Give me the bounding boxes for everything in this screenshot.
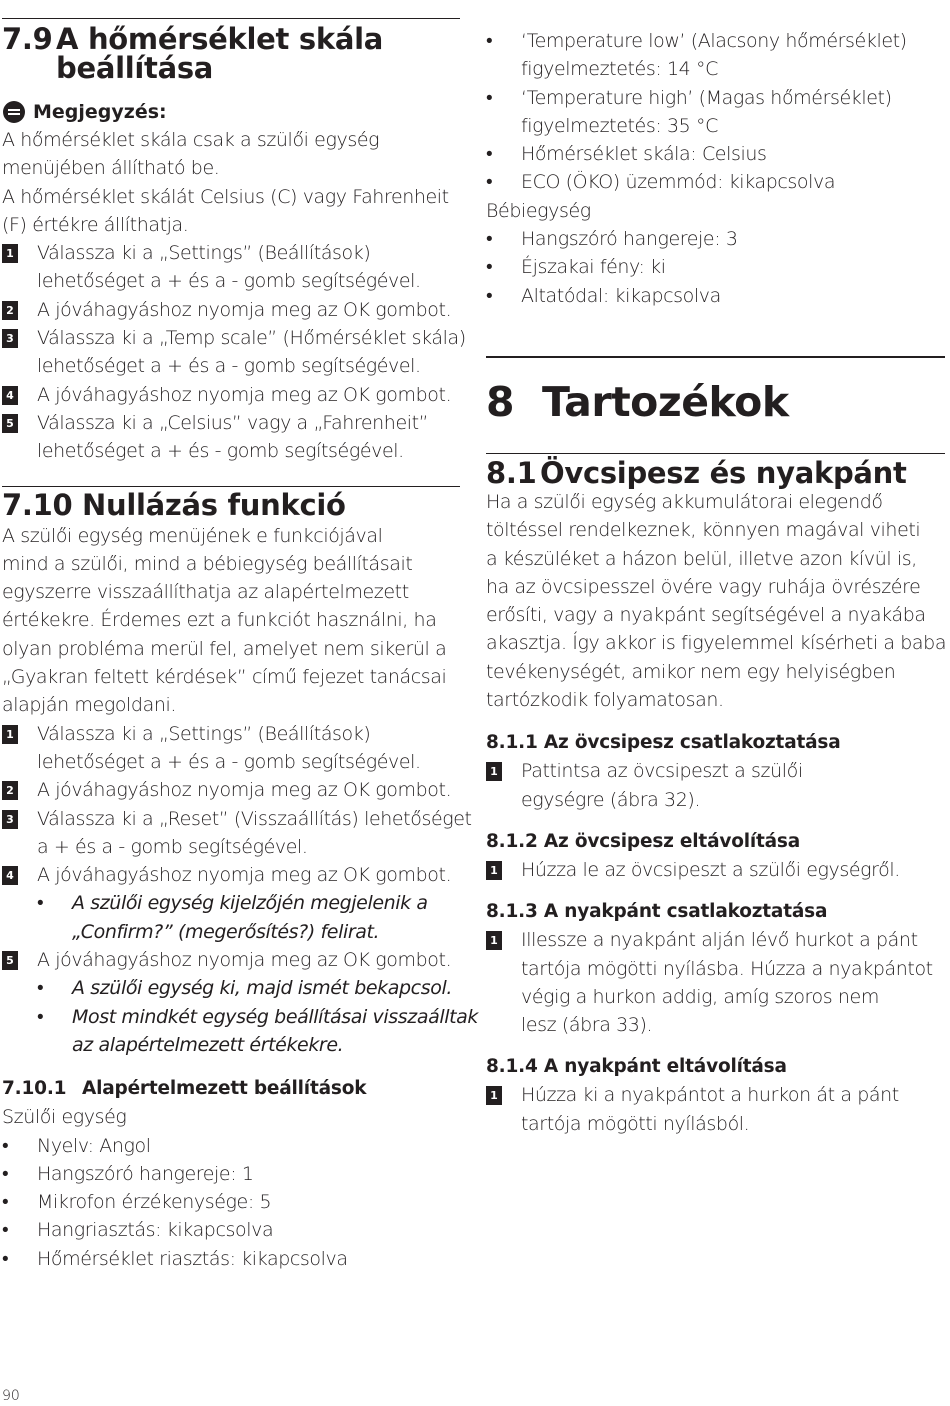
step-number-badge: 3 <box>2 329 18 348</box>
note-line: (F) értékre állíthatja. <box>2 213 189 236</box>
bullet-dot: • <box>2 1247 9 1270</box>
list-item-text: figyelmeztetés: 35 °C <box>521 114 718 137</box>
step-item <box>2 861 460 946</box>
section-title-line1: A hőmérséklet skála <box>56 22 384 56</box>
section-rule <box>2 18 460 19</box>
step-text: végig a hurkon addig, amíg szoros nem <box>521 985 879 1008</box>
right-column <box>486 27 945 1138</box>
step-item <box>486 926 945 1039</box>
list-item-text: ‘Temperature high’ (Magas hőmérséklet) <box>521 86 892 109</box>
step-text: Válassza ki a „Settings” (Beállítások) <box>37 722 371 745</box>
bullet-dot: • <box>486 256 493 279</box>
note-line: A hőmérséklet skálát Celsius (C) vagy Fahrenheit <box>2 185 449 208</box>
result-text: Most mindkét egység beállításai visszaálltak <box>72 1005 478 1028</box>
subsection-title <box>2 1075 460 1103</box>
step-text: lehetőséget a + és a - gomb segítségével. <box>37 355 421 378</box>
step-text: A jóváhagyáshoz nyomja meg az OK gombot. <box>37 298 452 321</box>
subsection-title: 8.1.1 Az övcsipesz csatlakoztatása <box>486 732 841 754</box>
intro-line: a készüléket a házon belül, illetve azon kívül is, <box>486 547 917 570</box>
step-text: a + és a - gomb segítségével. <box>37 835 308 858</box>
result-bullet <box>37 889 460 946</box>
section-title-text: Övcsipesz és nyakpánt <box>540 455 907 490</box>
list-item <box>486 140 945 168</box>
list-item <box>486 84 945 141</box>
step-item <box>2 409 460 466</box>
step-text: A jóváhagyáshoz nyomja meg az OK gombot. <box>37 949 452 972</box>
step-number-badge: 5 <box>2 951 18 970</box>
list-item <box>2 1216 460 1244</box>
list-item <box>2 1132 460 1160</box>
section-title-line2: beállítása <box>56 51 214 85</box>
list-item <box>486 225 945 253</box>
section-title-text: Nullázás funkció <box>82 487 346 522</box>
section-title <box>2 487 460 522</box>
section-rule <box>486 453 945 454</box>
step-text: Pattintsa az övcsipeszt a szülői <box>521 760 803 783</box>
step-number-badge: 5 <box>2 414 18 433</box>
note-label: Megjegyzés: <box>33 101 167 123</box>
intro-line: olyan probléma merül fel, amelyet nem sikerül a <box>2 637 447 660</box>
intro-line: töltéssel rendelkeznek, könnyen magával viheti <box>486 519 921 542</box>
bullet-dot: • <box>2 1162 9 1185</box>
chapter-number: 8 <box>486 377 515 426</box>
list-item <box>486 27 945 84</box>
step-item <box>2 239 460 296</box>
step-number-badge: 4 <box>2 386 18 405</box>
list-item-text: Hangszóró hangereje: 3 <box>521 228 738 251</box>
section-7-9 <box>2 22 466 466</box>
list-item-text: Éjszakai fény: ki <box>521 256 666 279</box>
step-item <box>486 856 945 884</box>
result-bullet <box>37 1003 478 1060</box>
note-line: menüjében állítható be. <box>2 157 220 180</box>
step-number-badge: 2 <box>2 781 18 800</box>
chapter-title <box>486 377 945 426</box>
list-item <box>2 1245 460 1273</box>
intro-line: értékekre. Érdemes ezt a funkciót használni, ha <box>2 609 437 632</box>
section-number: 7.9 <box>2 22 53 56</box>
list-item <box>486 168 945 196</box>
step-text: tartója mögötti nyílásból. <box>521 1112 750 1135</box>
list-item-text: ECO (ÖKO) üzemmód: kikapcsolva <box>521 171 836 194</box>
intro-line: erősíti, vagy a nyakpánt segítségével a nyakába <box>486 604 926 627</box>
intro-line: ha az övcsipesszel övére vagy ruhája övrészére <box>486 575 921 598</box>
page-number: 90 <box>2 1388 20 1404</box>
list-item <box>2 1160 460 1188</box>
list-item-text: Hangriasztás: kikapcsolva <box>37 1219 274 1242</box>
step-text: lehetőséget a + és - gomb segítségével. <box>37 440 404 463</box>
step-number-badge: 4 <box>2 866 18 885</box>
list-item <box>486 282 945 310</box>
step-text: Válassza ki a „Celsius” vagy a „Fahrenheit” <box>37 411 429 434</box>
intro-line: tartózkodik folyamatosan. <box>486 689 724 712</box>
left-column <box>2 18 478 1273</box>
group-label: Bébiegység <box>486 199 591 222</box>
list-item-text: Hőmérséklet skála: Celsius <box>521 143 767 166</box>
step-number-badge: 1 <box>486 861 502 880</box>
bullet-dot: • <box>486 30 493 52</box>
list-item-text: Hőmérséklet riasztás: kikapcsolva <box>37 1247 348 1270</box>
step-item <box>2 946 478 1059</box>
step-number-badge: 1 <box>486 762 502 781</box>
section-rule <box>2 486 460 487</box>
group-label: Szülői egység <box>2 1106 127 1129</box>
step-text: A jóváhagyáshoz nyomja meg az OK gombot. <box>37 383 452 406</box>
list-item-text: Nyelv: Angol <box>37 1134 151 1157</box>
step-text: egységre (ábra 32). <box>521 788 701 811</box>
step-text: lehetőséget a + és a - gomb segítségével. <box>37 750 421 773</box>
step-text: Válassza ki a „Reset” (Visszaállítás) lehetőséget <box>37 807 472 830</box>
step-text: Válassza ki a „Temp scale” (Hőmérséklet skála) <box>37 327 466 350</box>
section-number: 7.10 <box>2 487 73 522</box>
step-text: A jóváhagyáshoz nyomja meg az OK gombot. <box>37 864 452 887</box>
result-text: A szülői egység ki, majd ismét bekapcsol. <box>72 977 452 1000</box>
step-item <box>486 757 945 814</box>
step-item <box>2 805 472 862</box>
step-number-badge: 3 <box>2 810 18 829</box>
list-item-text: ‘Temperature low’ (Alacsony hőmérséklet) <box>521 30 907 52</box>
bullet-dot: • <box>2 1134 9 1157</box>
step-number-badge: 2 <box>2 301 18 320</box>
list-item-text: Mikrofon érzékenysége: 5 <box>37 1191 272 1214</box>
bullet-dot: • <box>2 1219 9 1242</box>
subsection-number: 7.10.1 <box>2 1078 67 1100</box>
subsection-title-text: Alapértelmezett beállítások <box>82 1078 367 1100</box>
chapter-title-text: Tartozékok <box>542 377 789 426</box>
intro-line: „Gyakran feltett kérdések” című fejezet tanácsai <box>2 666 447 689</box>
bullet-dot: • <box>486 86 493 109</box>
bullet-dot: • <box>37 977 44 1000</box>
intro-line: egyszerre visszaállíthatja az alapértelmezett <box>2 581 409 604</box>
result-bullet <box>37 974 478 1002</box>
note-icon <box>3 101 25 123</box>
step-number-badge: 1 <box>2 725 18 744</box>
note-heading <box>2 98 460 126</box>
step-number-badge: 1 <box>2 244 18 263</box>
list-item-text: Hangszóró hangereje: 1 <box>37 1162 254 1185</box>
step-item <box>486 1081 945 1138</box>
bullet-dot: • <box>486 284 493 307</box>
list-item <box>2 1188 460 1216</box>
note-line: A hőmérséklet skála csak a szülői egység <box>2 129 380 151</box>
bullet-dot: • <box>486 228 493 251</box>
result-text: az alapértelmezett értékekre. <box>72 1033 344 1056</box>
step-text: A jóváhagyáshoz nyomja meg az OK gombot. <box>37 779 452 802</box>
step-text: Húzza ki a nyakpántot a hurkon át a pánt <box>521 1084 899 1107</box>
section-number: 8.1 <box>486 455 537 490</box>
list-item-text: Altatódal: kikapcsolva <box>521 284 721 307</box>
bullet-dot: • <box>2 1191 9 1214</box>
intro-line: tevékenységét, amikor nem egy helyiségben <box>486 660 896 683</box>
bullet-dot: • <box>486 143 493 166</box>
intro-line: A szülői egység menüjének e funkciójával <box>2 524 383 547</box>
bullet-dot: • <box>37 1005 44 1028</box>
step-text: Húzza le az övcsipeszt a szülői egységről. <box>521 858 900 881</box>
bullet-dot: • <box>486 171 493 194</box>
section-7-10-1 <box>2 1075 460 1273</box>
step-text: tartója mögötti nyílásba. Húzza a nyakpántot <box>521 957 933 980</box>
result-text: „Confirm?” (megerősítés?) felirat. <box>72 920 380 943</box>
step-text: lesz (ábra 33). <box>521 1014 653 1037</box>
step-text: Válassza ki a „Settings” (Beállítások) <box>37 242 371 265</box>
list-item-text: figyelmeztetés: 14 °C <box>521 58 718 81</box>
step-text: Illessze a nyakpánt alján lévő hurkot a pánt <box>521 929 918 952</box>
step-text: lehetőséget a + és a - gomb segítségével. <box>37 270 421 293</box>
step-item <box>2 324 466 381</box>
subsection-title: 8.1.2 Az övcsipesz eltávolítása <box>486 830 801 852</box>
subsection-title: 8.1.3 A nyakpánt csatlakoztatása <box>486 901 828 923</box>
bullet-dot: • <box>37 892 44 915</box>
intro-line: akasztja. Így akkor is figyelemmel kísérheti a baba <box>486 632 947 655</box>
section-title <box>486 455 945 490</box>
intro-line: Ha a szülői egység akkumulátorai elegendő <box>486 490 883 513</box>
step-item <box>2 776 460 804</box>
step-item <box>2 720 460 777</box>
list-item <box>486 253 945 281</box>
intro-line: alapján megoldani. <box>2 694 176 717</box>
intro-line: mind a szülői, mind a bébiegység beállításait <box>2 552 413 575</box>
section-title <box>2 22 460 85</box>
step-item <box>2 381 460 409</box>
result-text: A szülői egység kijelzőjén megjelenik a <box>72 892 428 915</box>
section-7-10 <box>2 487 478 1060</box>
subsection-title: 8.1.4 A nyakpánt eltávolítása <box>486 1056 787 1078</box>
step-number-badge: 1 <box>486 1086 502 1105</box>
step-item <box>2 296 460 324</box>
step-number-badge: 1 <box>486 931 502 950</box>
chapter-rule <box>486 356 945 358</box>
